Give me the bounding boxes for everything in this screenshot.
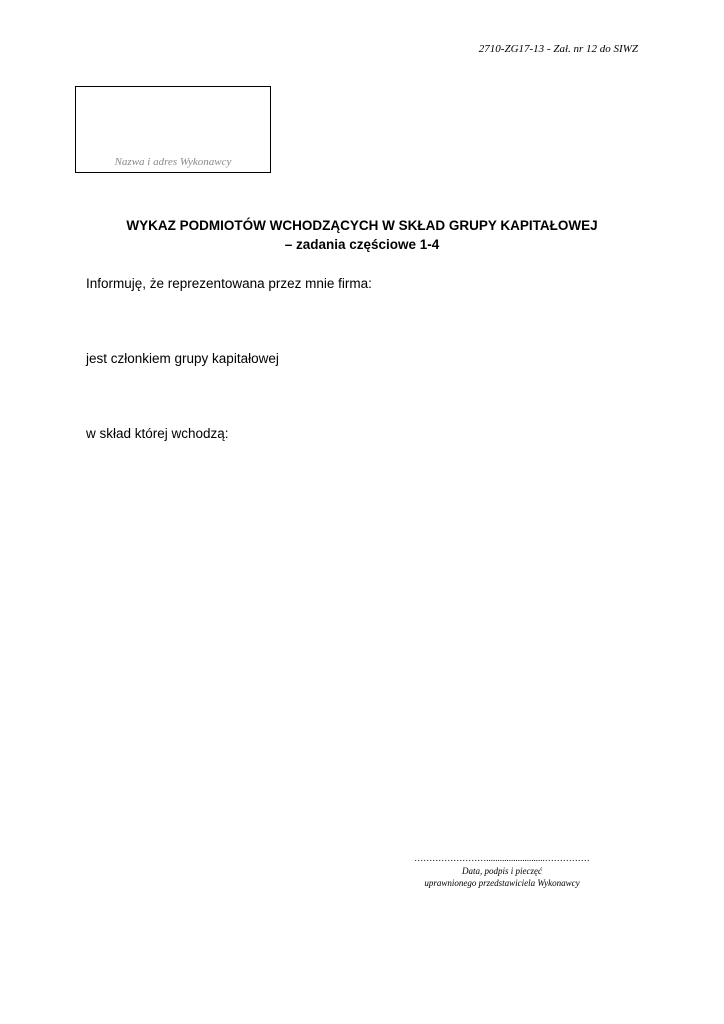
document-reference: 2710-ZG17-13 - Zał. nr 12 do SIWZ	[478, 43, 638, 55]
members-intro-text: w skład której wchodzą:	[86, 426, 229, 441]
signature-line: ……………………..........................……………	[414, 853, 590, 863]
membership-text: jest członkiem grupy kapitałowej	[86, 351, 279, 366]
document-subtitle: – zadania częściowe 1-4	[284, 237, 440, 252]
signature-caption-line2: uprawnionego przedstawiciela Wykonawcy	[424, 878, 580, 888]
document-title: WYKAZ PODMIOTÓW WCHODZĄCYCH W SKŁAD GRUPY KAPITAŁOWEJ	[126, 218, 598, 233]
contractor-box-label: Nazwa i adres Wykonawcy	[114, 156, 232, 168]
statement-text: Informuję, że reprezentowana przez mnie firma:	[86, 276, 372, 291]
signature-caption-line1: Data, podpis i pieczęć	[462, 866, 542, 876]
contractor-name-address-box	[75, 86, 271, 173]
